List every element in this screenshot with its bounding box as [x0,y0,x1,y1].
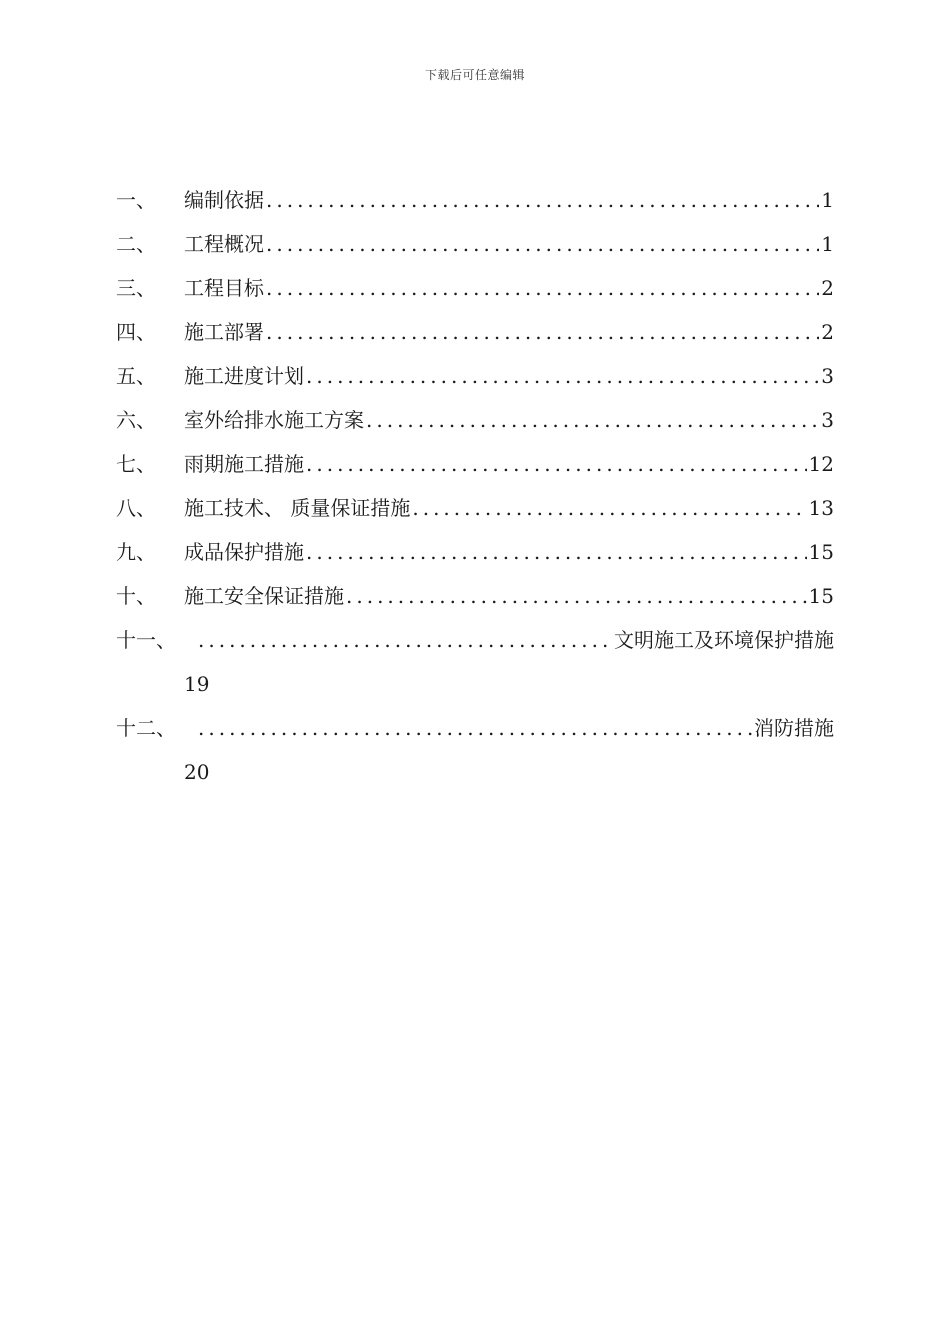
toc-entry-title: 成品保护措施 [184,540,304,564]
toc-entry-number: 八、 [116,496,156,520]
toc-entry-title: 室外给排水施工方案 [184,408,364,432]
toc-dot-leader [306,354,819,398]
toc-entry-number: 二、 [116,232,156,256]
toc-entry[interactable] [116,574,834,618]
toc-entry-number: 五、 [116,364,156,388]
toc-entry[interactable] [116,486,834,530]
toc-entry[interactable] [116,530,834,574]
toc-entry-number: 四、 [116,320,156,344]
toc-entry-title: 工程概况 [184,232,264,256]
toc-entry-title: 编制依据 [184,188,264,212]
toc-entry[interactable] [116,442,834,486]
toc-entry[interactable] [116,222,834,266]
toc-entry-page: 12 [808,452,834,476]
toc-entry-page: 19 [184,672,210,696]
toc-entry-number: 十一、 [116,628,176,652]
toc-dot-leader [198,618,612,662]
toc-entry-page: 3 [821,408,834,432]
toc-entry-title: 文明施工及环境保护措施 [614,628,834,652]
toc-dot-leader [346,574,807,618]
toc-entry-number: 九、 [116,540,156,564]
toc-dot-leader [266,266,819,310]
toc-entry[interactable] [116,266,834,310]
toc-entry[interactable] [116,310,834,354]
toc-dot-leader [366,398,819,442]
page-header: 下载后可任意编辑 [424,68,525,82]
toc-entry-title: 消防措施 [754,716,834,740]
toc-dot-leader [266,178,819,222]
toc-entry-title: 施工技术、 质量保证措施 [184,496,411,520]
toc-entry-title: 雨期施工措施 [184,452,304,476]
toc-entry[interactable] [116,398,834,442]
toc-entry-title: 施工进度计划 [184,364,304,388]
toc-entry-number: 七、 [116,452,156,476]
toc-entry-number: 十二、 [116,716,176,740]
toc-entry-page: 3 [821,364,834,388]
toc-entry-title: 施工安全保证措施 [184,584,344,608]
toc-entry-number: 六、 [116,408,156,432]
toc-entry-page: 20 [184,760,210,784]
toc-entry-page: 15 [808,540,834,564]
toc-dot-leader [412,486,806,530]
toc-entry[interactable] [116,178,834,222]
toc-entry-number: 一、 [116,188,156,212]
toc-dot-leader [306,442,807,486]
toc-entry-number: 十、 [116,584,156,608]
toc-entry-page: 15 [808,584,834,608]
toc-dot-leader [266,310,819,354]
toc-dot-leader [306,530,807,574]
toc-entry[interactable] [116,354,834,398]
toc-entry-page: 13 [808,496,834,520]
toc-entry-page: 2 [821,276,834,300]
toc-dot-leader [266,222,819,266]
toc-entry-page: 2 [821,320,834,344]
toc-entry-title: 工程目标 [184,276,264,300]
toc-dot-leader [198,706,752,750]
table-of-contents [116,178,834,794]
toc-entry-page: 1 [821,232,834,256]
toc-entry[interactable] [116,618,834,662]
toc-entry[interactable] [116,706,834,750]
toc-entry-number: 三、 [116,276,156,300]
toc-entry-title: 施工部署 [184,320,264,344]
toc-entry-page: 1 [821,188,834,212]
